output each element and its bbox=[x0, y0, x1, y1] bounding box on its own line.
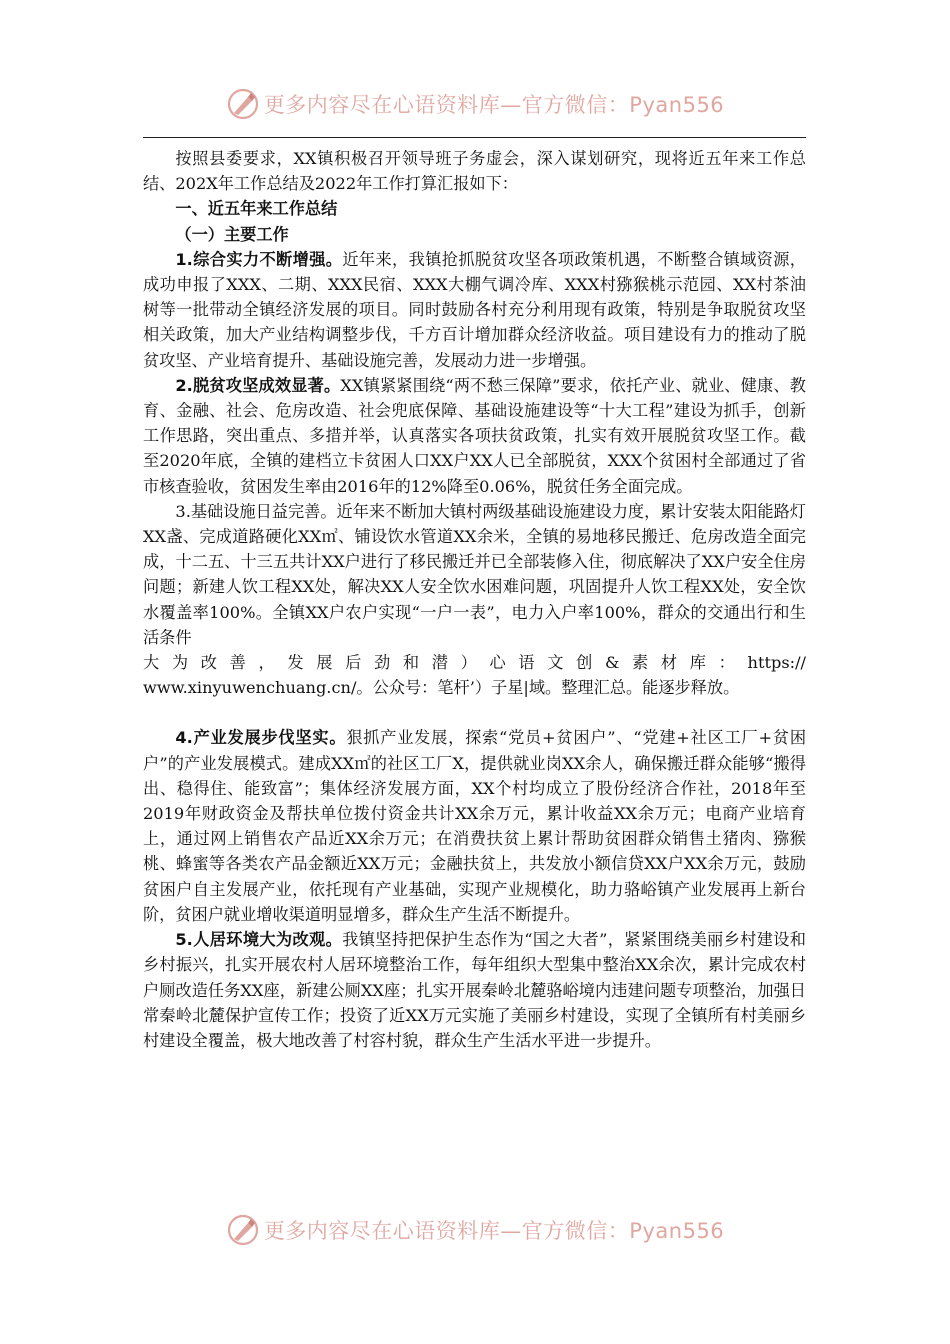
item-text: 狠抓产业发展，探索“党员+贫困户”、“党建+社区工厂+贫困户”的产业发展模式。建成XX㎡的社区工厂X，提供就业岗XX余人，确保搬迁群众能够“搬得出、稳得住、能致富”；集体经济发展方面，XX个村均成立了股份经济合作社，2018年至2019年财政资金及帮扶单位拨付资金共计XX余万元，累计收益XX余万元；电商产业培育上，通过网上销售农产品近XX余万元；在消费扶贫上累计帮助贫困群众销售土猪肉、猕猴桃、蜂蜜等各类农产品金额近XX万元；金融扶贫上，共发放小额信贷XX户XX余万元，鼓励贫困户自主发展产业，依托现有产业基础，实现产业规模化，助力骆峪镇产业发展再上新台阶，贫困户就业增收渠道明显增多，群众生产生活不断提升。 bbox=[143, 728, 807, 924]
watermark-line: www.xinyuwenchuang.cn/。公众号：笔杆’）子星|域。整理汇总。能逐步释放。 bbox=[143, 678, 740, 698]
watermark-line: 大为改善，发展后劲和潜）心语文创&素材库：https:// bbox=[143, 653, 806, 673]
item-lead: 4.产业发展步伐坚实。 bbox=[175, 728, 347, 748]
pen-logo-icon bbox=[226, 87, 260, 121]
pen-logo-icon bbox=[226, 1213, 260, 1247]
list-item bbox=[143, 927, 806, 1053]
item-text: 近年来不断加大镇村两级基础设施建设力度，累计安装太阳能路灯XX盏、完成道路硬化XX㎡、铺设饮水管道XX余米，全镇的易地移民搬迁、危房改造全面完成，十二五、十三五共计XX户进行了移民搬迁并已全部装修入住，彻底解决了XX户安全住房问题；新建人饮工程XX处，解决XX人安全饮水困难问题，巩固提升人饮工程XX处，安全饮水覆盖率100%。全镇XX户农户实现“一户一表”，电力入户率100%，群众的交通出行和生活条件 bbox=[143, 501, 806, 647]
footer-banner bbox=[0, 1210, 950, 1250]
item-lead: 5.人居环境大为改观。 bbox=[175, 930, 343, 950]
footer-banner-text: 更多内容尽在心语资料库—官方微信：Pyan556 bbox=[263, 1219, 725, 1243]
header-banner bbox=[0, 84, 950, 124]
item-lead: 1.综合实力不断增强。 bbox=[175, 249, 343, 269]
list-item bbox=[143, 725, 806, 927]
section-heading: 一、近五年来工作总结 bbox=[175, 199, 338, 219]
item-text: 近年来，我镇抢抓脱贫攻坚各项政策机遇，不断整合镇域资源，成功申报了XXX、二期、XXX民宿、XXX大棚气调冷库、XXX村猕猴桃示范园、XX村茶油树等一批带动全镇经济发展的项目。同时鼓励各村充分利用现有政策，特别是争取脱贫攻坚相关政策，加大产业结构调整步伐，千方百计增加群众经济收益。项目建设有力的推动了脱贫攻坚、产业培育提升、基础设施完善，发展动力进一步增强。 bbox=[143, 249, 806, 370]
item-text: 我镇坚持把保护生态作为“国之大者”，紧紧围绕美丽乡村建设和乡村振兴，扎实开展农村人居环境整治工作，每年组织大型集中整治XX余次，累计完成农村户厕改造任务XX座，新建公厕XX座；扎实开展秦岭北麓骆峪境内违建问题专项整治，加强日常秦岭北麓保护宣传工作；投资了近XX万元实施了美丽乡村建设，实现了全镇所有村美丽乡村建设全覆盖，极大地改善了村容村貌，群众生产生活水平进一步提升。 bbox=[143, 930, 806, 1050]
spacer bbox=[143, 700, 806, 725]
document-body bbox=[143, 146, 806, 1053]
list-item bbox=[143, 499, 806, 650]
item-lead: 3.基础设施日益完善。 bbox=[175, 501, 337, 521]
list-item bbox=[143, 247, 806, 373]
subsection-heading: （一）主要工作 bbox=[175, 224, 289, 244]
intro-paragraph: 按照县委要求，XX镇积极召开领导班子务虚会，深入谋划研究，现将近五年来工作总结、202X年工作总结及2022年工作打算汇报如下： bbox=[143, 149, 806, 194]
header-banner-text: 更多内容尽在心语资料库—官方微信：Pyan556 bbox=[263, 93, 725, 117]
list-item bbox=[143, 373, 806, 499]
item-text: XX镇紧紧围绕“两不愁三保障”要求，依托产业、就业、健康、教育、金融、社会、危房改造、社会兜底保障、基础设施建设等“十大工程”建设为抓手，创新工作思路，突出重点、多措并举，认真落实各项扶贫政策，扎实有效开展脱贫攻坚工作。截至2020年底，全镇的建档立卡贫困人口XX户XX人已全部脱贫，XXX个贫困村全部通过了省市核查验收，贫困发生率由2016年的12%降至0.06%，脱贫任务全面完成。 bbox=[143, 375, 806, 496]
header-divider bbox=[143, 137, 806, 138]
item-lead: 2.脱贫攻坚成效显著。 bbox=[175, 375, 341, 395]
